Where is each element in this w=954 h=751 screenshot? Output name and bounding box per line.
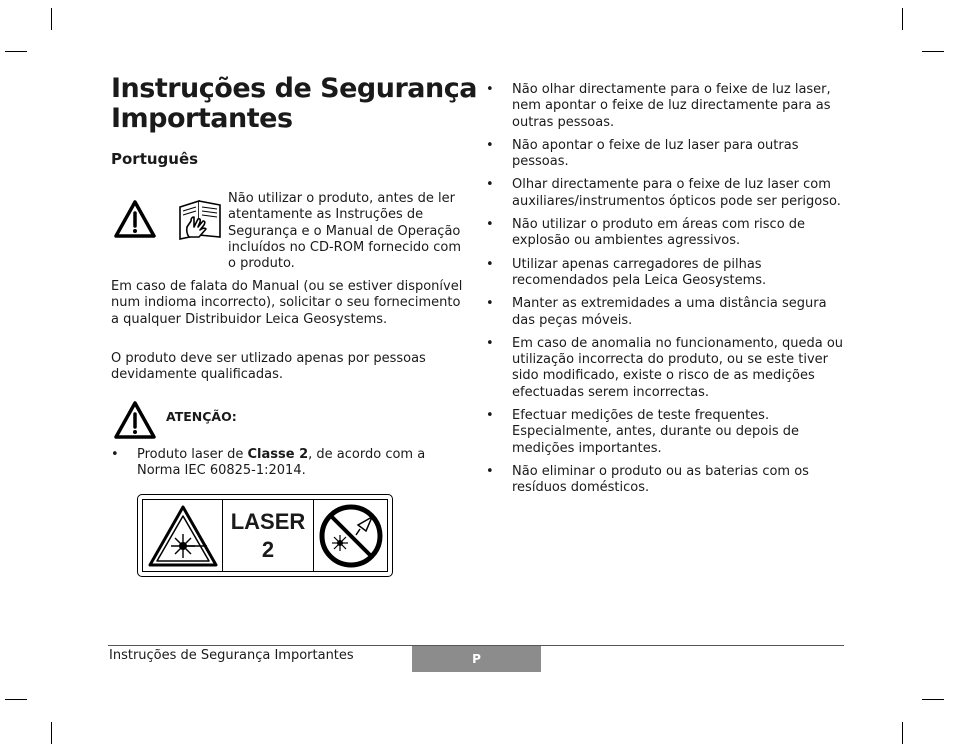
list-item [111, 447, 461, 480]
crop-mark [922, 51, 944, 52]
no-staring-icon [318, 503, 384, 569]
list-item [486, 217, 844, 250]
list-item [486, 408, 844, 457]
bullet-symbol: • [486, 256, 494, 272]
bullet-text: Utilizar apenas carregadores de pilhas recomendados pela Leica Geosystems. [512, 256, 767, 288]
safety-bullets [486, 82, 844, 504]
laser-class-list [111, 447, 461, 487]
laser-warning-cell [143, 500, 223, 571]
crop-mark [5, 51, 27, 52]
laser-label-line-2: 2 [261, 536, 275, 562]
crop-mark [5, 699, 27, 700]
crop-mark [51, 722, 52, 744]
bullet-symbol: • [486, 177, 494, 193]
bullet-symbol: • [486, 463, 494, 479]
bullet-symbol: • [486, 408, 494, 424]
bullet-text: Olhar directamente para o feixe de luz laser com auxiliares/instrumentos ópticos pode ser perigoso. [512, 177, 841, 209]
warning-triangle-icon [113, 199, 157, 239]
list-item [486, 138, 844, 171]
bullet-text: Não apontar o feixe de luz laser para outras pessoas. [512, 137, 799, 170]
list-item [486, 336, 844, 401]
bullet-text: Em caso de anomalia no funcionamento, queda ou utilização incorrecta do produto, ou se este tiver sido modificado, existe o risco de as medições efectuadas serem incorrectas. [512, 335, 844, 400]
bullet-text-bold: Classe 2 [247, 447, 309, 462]
warning-triangle-icon [113, 400, 157, 440]
crop-mark [922, 699, 944, 700]
read-manual-icon [177, 197, 223, 241]
bullet-symbol: • [111, 447, 119, 462]
page-title-line-2: Importantes [111, 103, 293, 134]
page-title-line-1: Instruções de Segurança [111, 73, 477, 104]
list-item [486, 177, 844, 210]
list-item [486, 82, 844, 131]
list-item [486, 296, 844, 329]
bullet-text: Não eliminar o produto ou as baterias com os resíduos domésticos. [512, 463, 809, 496]
bullet-symbol: • [486, 335, 494, 351]
bullet-symbol: • [486, 296, 494, 312]
laser-label-line-1: LASER [230, 508, 306, 534]
bullet-symbol: • [486, 82, 494, 97]
bullet-text: Efectuar medições de teste frequentes. Especialmente, antes, durante ou depois de medições importantes. [512, 408, 799, 456]
bullet-text: Não olhar directamente para o feixe de luz laser, nem apontar o feixe de luz directamente para as outras pessoas. [512, 82, 831, 130]
laser-warning-icon [147, 504, 219, 568]
crop-mark [902, 722, 903, 744]
laser-class-label [137, 494, 393, 577]
laser-class-text-cell [223, 500, 314, 571]
bullet-symbol: • [486, 137, 494, 153]
no-staring-cell [314, 500, 387, 571]
list-item [486, 464, 844, 497]
bullet-text: Manter as extremidades a uma distância segura das peças móveis. [512, 296, 827, 328]
page-title [111, 74, 481, 134]
language-heading: Português [111, 150, 199, 168]
bullet-symbol: • [486, 217, 494, 233]
list-item [486, 257, 844, 290]
crop-mark [902, 8, 903, 30]
bullet-text-prefix: Produto laser de [137, 447, 248, 462]
bullet-text-suffix: , de acordo com a Norma IEC 60825-1:2014. [137, 447, 426, 479]
footer-title: Instruções de Segurança Importantes [109, 648, 354, 663]
intro-text: Não utilizar o produto, antes de ler atentamente as Instruções de Segurança e o Manual de Operação incluídos no CD-ROM fornecido com o produto. [228, 191, 462, 272]
language-tab: P [412, 646, 541, 672]
qualification-paragraph: O produto deve ser utlizado apenas por pessoas devidamente qualificadas. [111, 351, 426, 383]
warning-label: ATENÇÃO: [166, 409, 237, 424]
manual-paragraph: Em caso de falata do Manual (ou se estiver disponível num indioma incorrecto), solicitar o seu fornecimento a qualquer Distribuidor Leica Geosystems. [111, 279, 463, 327]
crop-mark [51, 8, 52, 30]
bullet-text: Não utilizar o produto em áreas com risco de explosão ou ambientes agressivos. [512, 217, 806, 249]
